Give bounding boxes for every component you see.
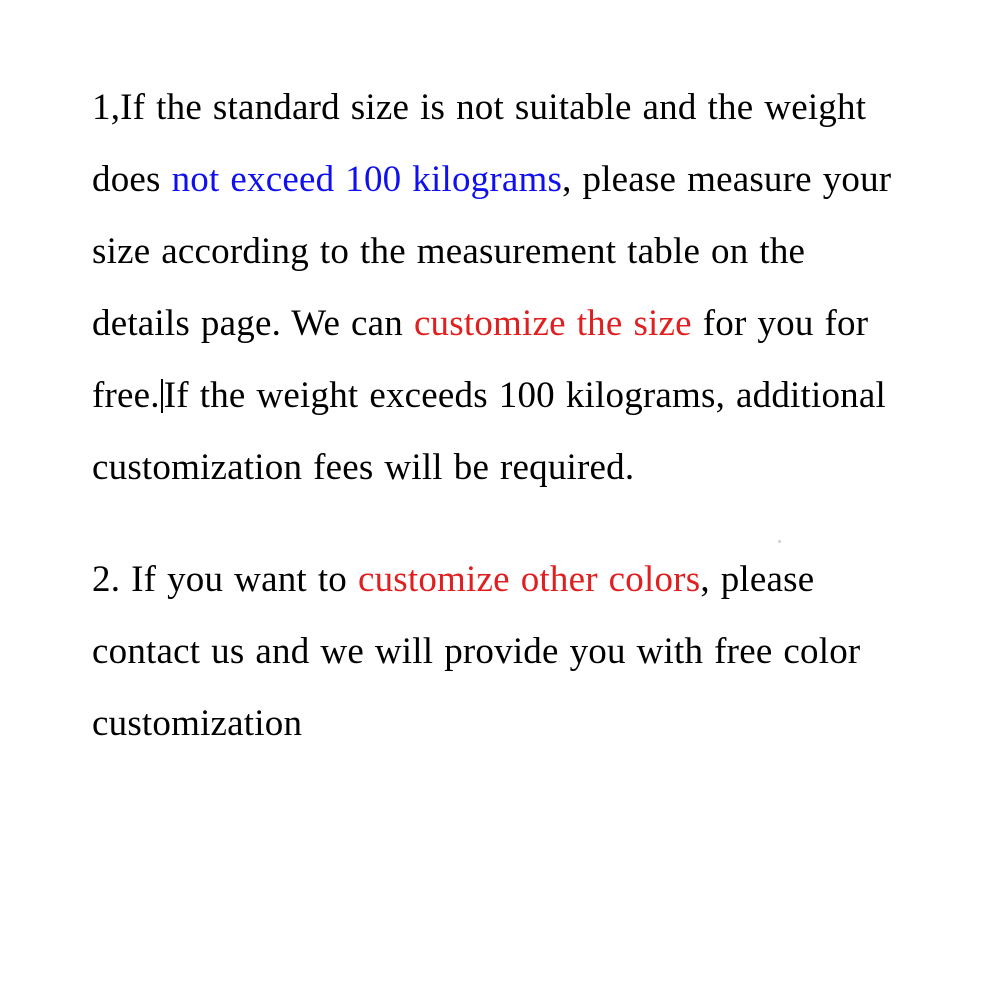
paragraph-1-segment-2: , please measure your size according to the measurement table on the details page. We can [92,159,892,344]
paragraph-1-blue-highlight: not exceed 100 kilograms [171,159,563,200]
paper-speck [778,540,781,543]
paragraph-1-segment-4: If the weight exceeds 100 kilograms, additional customization fees will be required. [92,375,886,488]
paragraph-1-red-highlight: customize the size [413,303,692,344]
paragraph-2-segment-1: If you want to [120,559,358,600]
paragraph-1-segment-1: If the standard size is not suitable and the weight does [92,87,867,200]
paragraph-2-red-highlight: customize other colors [357,559,701,600]
paragraph-2 [92,544,908,760]
paragraph-2-number: 2. [92,559,121,600]
paragraph-2-segment-2: , please contact us and we will provide you with free color customization [92,559,861,744]
paragraph-1-segment-3: for you for free. [92,303,869,416]
paragraph-1 [92,72,908,504]
paragraph-1-number: 1, [92,87,121,128]
text-cursor-caret [161,379,163,413]
